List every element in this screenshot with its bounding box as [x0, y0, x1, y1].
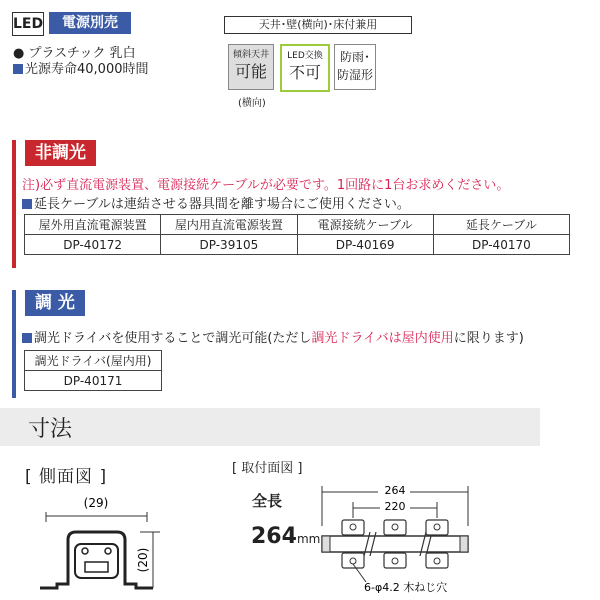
pitch-dim: 220	[384, 500, 406, 513]
table-cell: DP-40172	[25, 235, 161, 255]
lifetime-spec	[13, 62, 149, 78]
non-dimming-warning: 注)必ず直流電源装置、電源接続ケーブルが必要です。1回路に1台お求めください。	[22, 178, 510, 193]
dimensions-header-bar	[0, 408, 540, 446]
dimming-note	[22, 327, 524, 346]
dimming-side-bar	[12, 290, 16, 398]
table-header-cell: 電源接続ケーブル	[297, 215, 433, 235]
dimming-note-suffix: に限ります)	[453, 331, 524, 346]
table-header-cell: 屋内用直流電源装置	[161, 215, 297, 235]
tilt-orientation-note: (横向)	[238, 98, 266, 109]
square-bullet-icon	[13, 64, 23, 74]
tilt-line2: 可能	[234, 62, 267, 81]
dimming-note-red: 調光ドライバは屋内使用	[311, 331, 454, 346]
table-cell: DP-40169	[297, 235, 433, 255]
power-sold-separately-badge: 電源別売	[49, 12, 131, 34]
weather-line2: 防湿形	[336, 68, 373, 82]
table-row	[25, 371, 162, 391]
table-header-cell: 延長ケーブル	[433, 215, 569, 235]
table-cell: DP-39105	[161, 235, 297, 255]
tilt-line1: 傾斜天井	[232, 50, 269, 60]
table-header-row	[25, 215, 570, 235]
square-bullet-icon	[22, 199, 32, 209]
material-spec: ● プラスチック 乳白	[13, 46, 136, 61]
dimming-note-prefix: 調光ドライバを使用することで調光可能(ただし	[34, 331, 312, 346]
table-cell: DP-40171	[25, 371, 162, 391]
dimming-title: 調 光	[25, 290, 85, 316]
side-width-dim: (29)	[83, 496, 109, 510]
extension-cable-note	[22, 193, 410, 212]
table-header-cell: 調光ドライバ(屋内用)	[25, 351, 162, 371]
non-dimming-table	[24, 214, 570, 255]
side-view-drawing	[35, 492, 175, 597]
tilt-ceiling-icon	[228, 44, 274, 90]
table-header-cell: 屋外用直流電源装置	[25, 215, 161, 235]
non-dimming-title: 非調光	[25, 140, 96, 166]
lifetime-text: 光源寿命40,000時間	[25, 62, 149, 77]
length-number: 264	[251, 524, 297, 549]
mount-face-drawing	[300, 478, 490, 598]
side-height-dim: (20)	[136, 547, 150, 573]
material-text: プラスチック 乳白	[28, 46, 136, 61]
extension-cable-note-text: 延長ケーブルは連結させる器具間を離す場合にご使用ください。	[34, 197, 410, 212]
table-row	[25, 235, 570, 255]
dimensions-title: 寸法	[28, 417, 73, 442]
dimming-table	[24, 350, 162, 391]
led-replace-line1: LED交換	[287, 51, 323, 61]
table-header-row	[25, 351, 162, 371]
length-label: 全長	[252, 492, 283, 510]
square-bullet-icon	[22, 333, 32, 343]
non-dimming-side-bar	[12, 140, 16, 268]
screw-hole-note: 6-φ4.2 木ねじ穴	[364, 581, 448, 594]
mounting-type-header: 天井･壁(横向)･床付兼用	[224, 16, 412, 34]
side-view-label: [ 側面図 ]	[25, 467, 108, 487]
weather-line1: 防雨･	[339, 50, 370, 64]
length-unit: mm	[296, 532, 321, 546]
led-replace-icon	[280, 44, 330, 92]
weatherproof-icon	[334, 44, 376, 90]
mount-view-label: [ 取付面図 ]	[232, 461, 303, 476]
table-cell: DP-40170	[433, 235, 569, 255]
led-replace-line2: 不可	[288, 63, 321, 82]
overall-length-dim: 264	[384, 484, 406, 497]
led-badge: LED	[12, 12, 44, 36]
